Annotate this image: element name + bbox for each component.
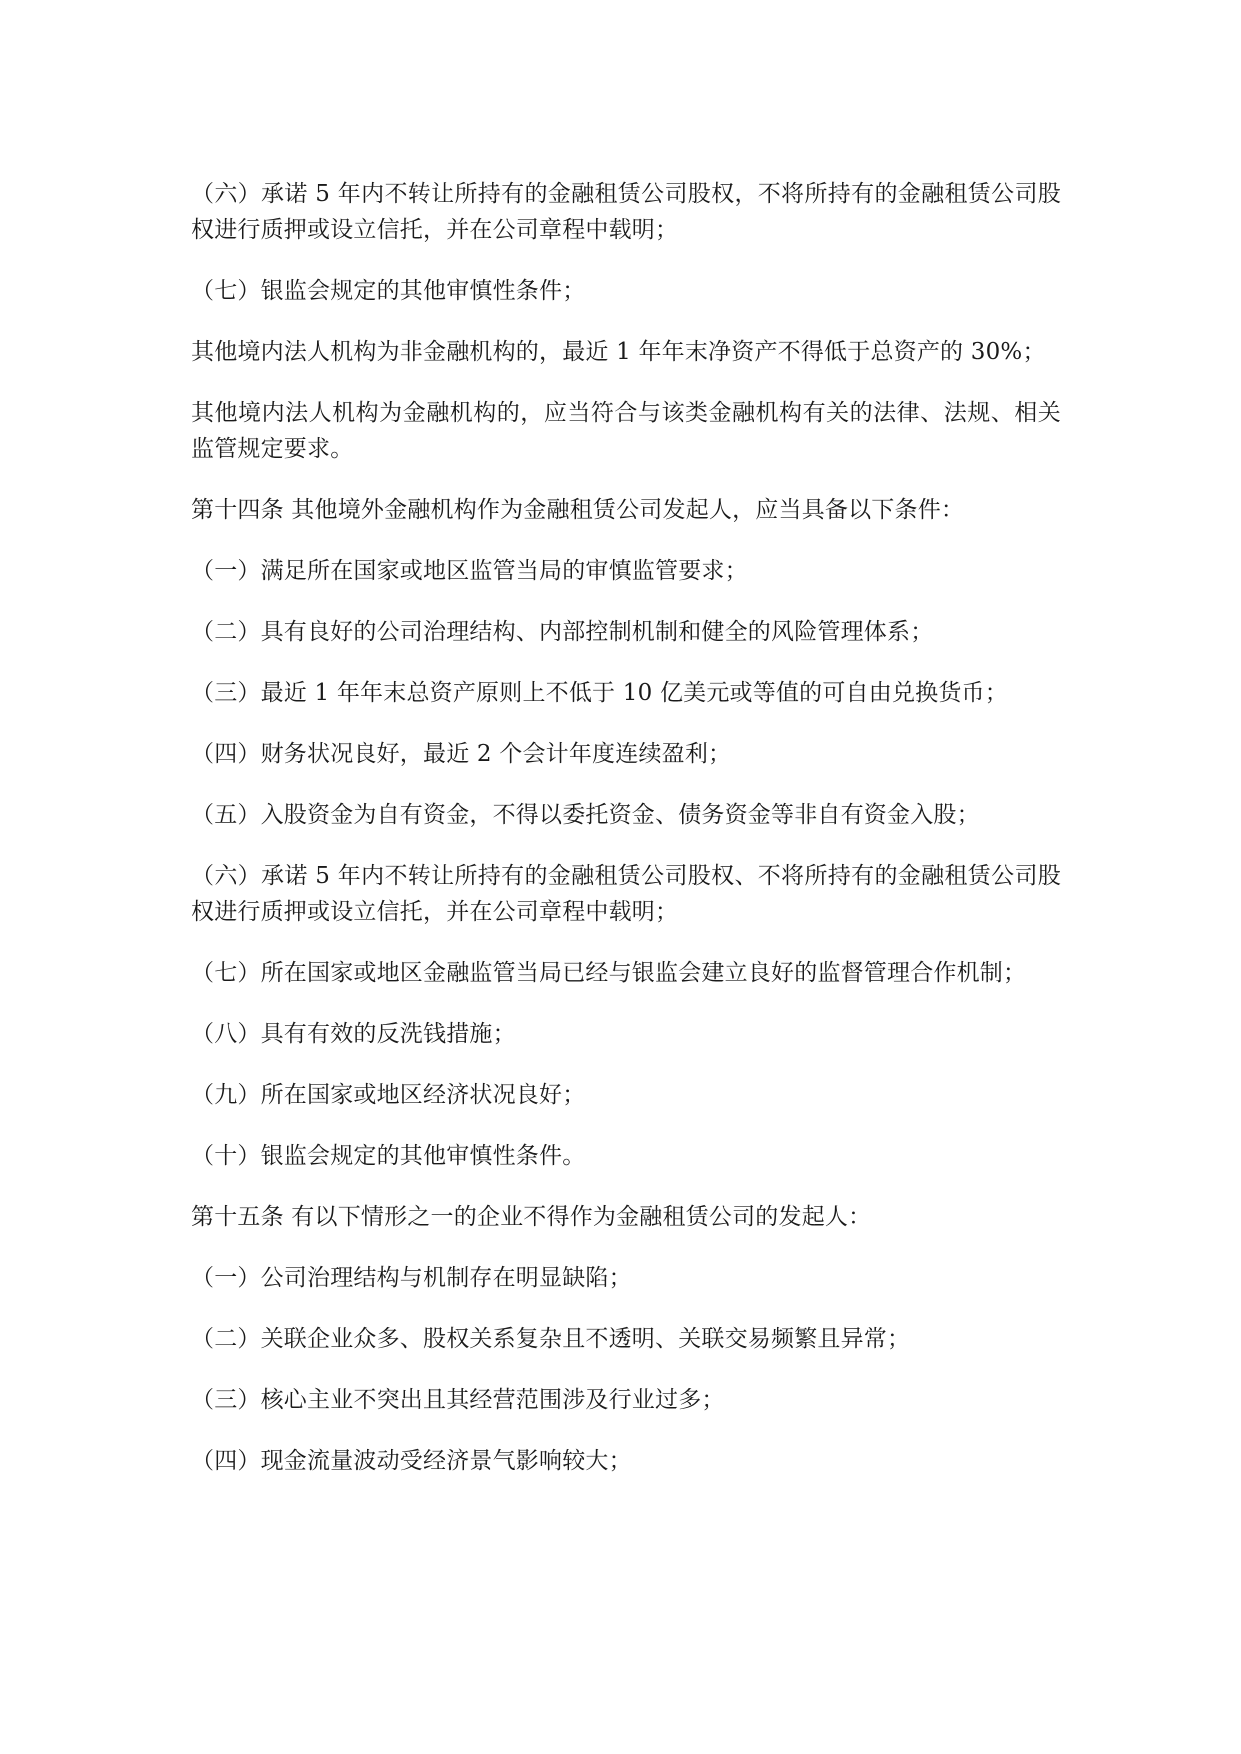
paragraph-a14-clause-10: （十）银监会规定的其他审慎性条件。 [191,1143,586,1169]
paragraph-clause-6-promise: （六）承诺 5 年内不转让所持有的金融租赁公司股权，不将所持有的金融租赁公司股权进行质押或设立信托，并在公司章程中载明； [191,181,1061,243]
paragraph-nonfinancial-institution: 其他境内法人机构为非金融机构的，最近 1 年年末净资产不得低于总资产的 30%； [191,339,1046,365]
paragraph-a14-clause-3: （三）最近 1 年年末总资产原则上不低于 10 亿美元或等值的可自由兑换货币； [191,680,1008,706]
paragraph-a14-clause-5: （五）入股资金为自有资金，不得以委托资金、债务资金等非自有资金入股； [191,802,980,828]
document-body [191,176,1061,1504]
paragraph-a14-clause-4: （四）财务状况良好，最近 2 个会计年度连续盈利； [191,741,732,767]
paragraph-a14-clause-2: （二）具有良好的公司治理结构、内部控制机制和健全的风险管理体系； [191,619,934,645]
article-15-heading: 第十五条 有以下情形之一的企业不得作为金融租赁公司的发起人： [191,1204,872,1230]
paragraph-a15-clause-4: （四）现金流量波动受经济景气影响较大； [191,1448,632,1474]
paragraph-a14-clause-7: （七）所在国家或地区金融监管当局已经与银监会建立良好的监督管理合作机制； [191,960,1027,986]
paragraph-financial-institution: 其他境内法人机构为金融机构的，应当符合与该类金融机构有关的法律、法规、相关监管规定要求。 [191,400,1061,462]
paragraph-clause-7-other-conditions: （七）银监会规定的其他审慎性条件； [191,278,586,304]
paragraph-a14-clause-9: （九）所在国家或地区经济状况良好； [191,1082,586,1108]
paragraph-a14-clause-1: （一）满足所在国家或地区监管当局的审慎监管要求； [191,558,748,584]
paragraph-a15-clause-3: （三）核心主业不突出且其经营范围涉及行业过多； [191,1387,725,1413]
paragraph-a15-clause-1: （一）公司治理结构与机制存在明显缺陷； [191,1265,632,1291]
paragraph-a14-clause-6: （六）承诺 5 年内不转让所持有的金融租赁公司股权、不将所持有的金融租赁公司股权进行质押或设立信托，并在公司章程中载明； [191,863,1061,925]
paragraph-a14-clause-8: （八）具有有效的反洗钱措施； [191,1021,516,1047]
paragraph-a15-clause-2: （二）关联企业众多、股权关系复杂且不透明、关联交易频繁且异常； [191,1326,911,1352]
article-14-heading: 第十四条 其他境外金融机构作为金融租赁公司发起人，应当具备以下条件： [191,497,965,523]
